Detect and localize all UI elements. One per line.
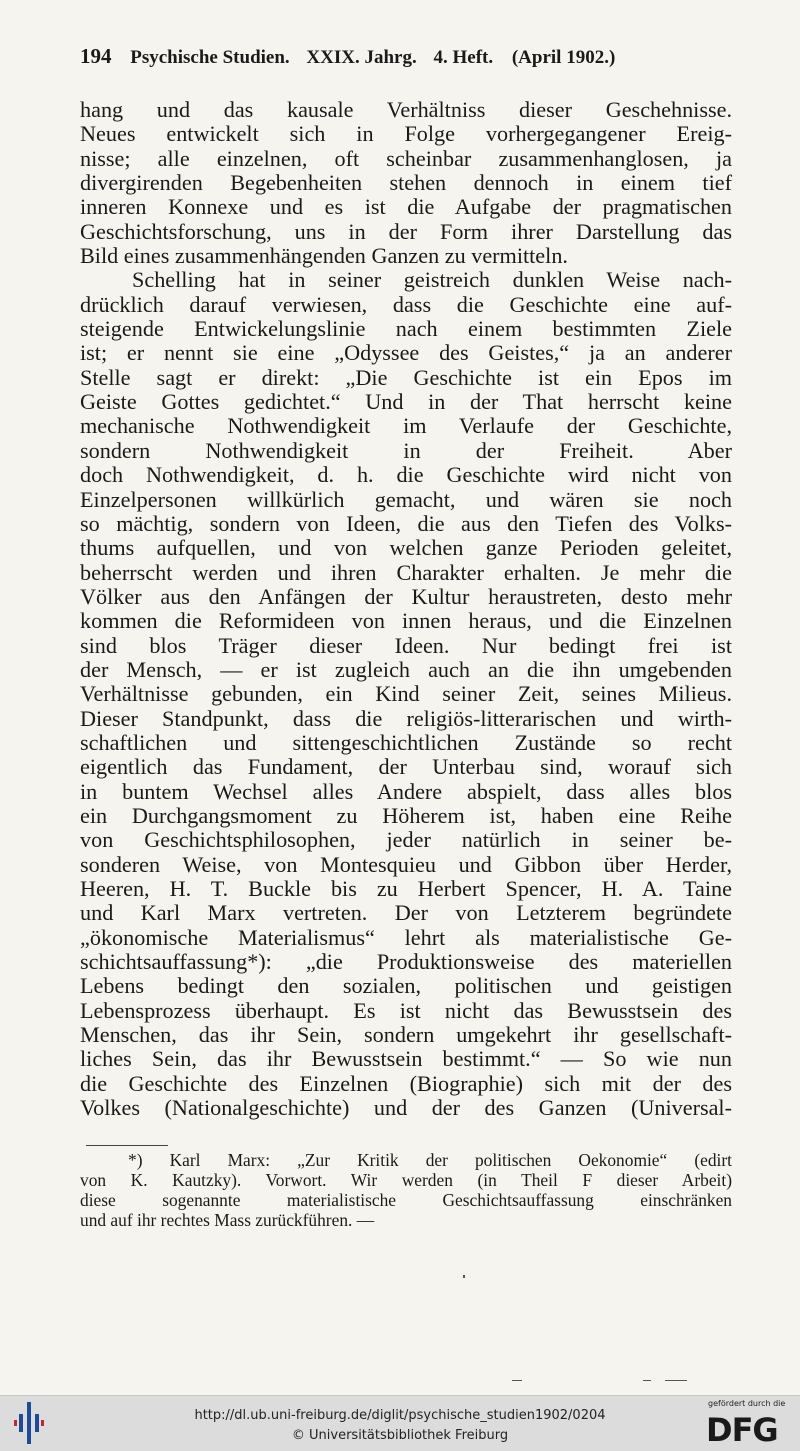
- text-line: sind blos Träger dieser Ideen. Nur bedingt frei ist: [80, 632, 732, 658]
- text-line: liches Sein, das ihr Bewusstsein bestimmt.“ — So wie nun: [80, 1046, 732, 1072]
- text-line: doch Nothwendigkeit, d. h. die Geschichte wird nicht von: [80, 462, 732, 488]
- body-text: [80, 98, 732, 1120]
- text-line: kommen die Reformideen von innen heraus, und die Einzelnen: [80, 608, 732, 634]
- text-line: inneren Konnexe und es ist die Aufgabe der pragmatischen: [80, 194, 732, 220]
- scan-speck: [512, 1380, 522, 1381]
- footnote-line: diese sogenannte materialistische Geschichtsauffassung einschränken: [80, 1190, 732, 1210]
- text-line: schichtsauffassung*): „die Produktionsweise des materiellen: [80, 949, 732, 975]
- text-line: Dieser Standpunkt, dass die religiös-litterarischen und wirth-: [80, 705, 732, 731]
- text-line: Bild eines zusammenhängenden Ganzen zu vermitteln.: [80, 243, 568, 269]
- text-line: ist; er nennt sie eine „Odyssee des Geistes,“ ja an anderer: [80, 340, 732, 366]
- dfg-funding-label: gefördert durch die: [708, 1399, 786, 1408]
- text-line: so mächtig, sondern von Ideen, die aus den Tiefen des Volks-: [80, 510, 732, 536]
- copyright-notice: © Universitätsbibliothek Freiburg: [291, 1428, 509, 1443]
- text-line: Verhältnisse gebunden, ein Kind seiner Zeit, seines Milieus.: [80, 681, 732, 707]
- text-line: divergirenden Begebenheiten stehen dennoch in einem tief: [80, 170, 732, 196]
- text-line: Einzelpersonen willkürlich gemacht, und wären sie noch: [80, 486, 732, 512]
- dfg-wordmark: DFG: [706, 1411, 778, 1449]
- text-line: Lebens bedingt den sozialen, politischen und geistigen: [80, 973, 732, 999]
- text-line: ein Durchgangsmoment zu Höherem ist, haben eine Reihe: [80, 802, 732, 828]
- text-line: „ökonomische Materialismus“ lehrt als materialistische Ge-: [80, 924, 732, 950]
- text-line: drücklich darauf verwiesen, dass die Geschichte eine auf-: [80, 291, 732, 317]
- text-line: schaftlichen und sittengeschichtlichen Zustände so recht: [80, 729, 732, 755]
- footnote-line: *) Karl Marx: „Zur Kritik der politischen Oekonomie“ (edirt: [128, 1150, 732, 1170]
- scan-speck: [463, 1275, 465, 1278]
- text-line: nisse; alle einzelnen, oft scheinbar zusammenhanglosen, ja: [80, 145, 732, 171]
- text-line: beherrscht werden und ihren Charakter erhalten. Je mehr die: [80, 559, 732, 585]
- text-line: die Geschichte des Einzelnen (Biographie) sich mit der des: [80, 1070, 732, 1096]
- journal-title: Psychische Studien.: [130, 47, 290, 68]
- scan-speck: [665, 1380, 687, 1381]
- page-number: 194: [80, 44, 112, 68]
- viewer-footer: [0, 1395, 800, 1451]
- issue-date: (April 1902.): [511, 47, 616, 68]
- text-line: und Karl Marx vertreten. Der von Letzterem begründete: [80, 900, 732, 926]
- text-line: von Geschichtsphilosophen, jeder natürlich in seiner be-: [80, 827, 732, 853]
- footnote-rule: [86, 1145, 168, 1146]
- text-line: Geschichtsforschung, uns in der Form ihrer Darstellung das: [80, 218, 732, 244]
- text-line: steigende Entwickelungslinie nach einem bestimmten Ziele: [80, 316, 732, 342]
- issue: 4. Heft.: [433, 47, 494, 68]
- scan-speck: [643, 1380, 651, 1381]
- text-line: Stelle sagt er direkt: „Die Geschichte ist ein Epos im: [80, 364, 732, 390]
- text-line: sondern Nothwendigkeit in der Freiheit. Aber: [80, 437, 732, 463]
- permalink-url[interactable]: http://dl.ub.uni-freiburg.de/diglit/psychische_studien1902/0204: [194, 1408, 606, 1423]
- dfg-logo[interactable]: [700, 1399, 798, 1447]
- footnote-line: und auf ihr rechtes Mass zurückführen. —: [80, 1210, 375, 1230]
- text-line: der Mensch, — er ist zugleich auch an die ihn umgebenden: [80, 656, 732, 682]
- footnote-line: von K. Kautzky). Vorwort. Wir werden (in Theil F dieser Arbeit): [80, 1170, 732, 1190]
- text-line: sonderen Weise, von Montesquieu und Gibbon über Herder,: [80, 851, 732, 877]
- text-line: mechanische Nothwendigkeit im Verlaufe der Geschichte,: [80, 413, 732, 439]
- text-line: Heeren, H. T. Buckle bis zu Herbert Spencer, H. A. Taine: [80, 876, 732, 901]
- text-line: Geiste Gottes gedichtet.“ Und in der That herrscht keine: [80, 389, 732, 415]
- text-line: Völker aus den Anfängen der Kultur heraustreten, desto mehr: [80, 583, 732, 609]
- volume: XXIX. Jahrg.: [306, 47, 417, 68]
- text-line: Volkes (Nationalgeschichte) und der des Ganzen (Universal-: [80, 1095, 732, 1121]
- text-line: in buntem Wechsel alles Andere abspielt, dass alles blos: [80, 778, 732, 804]
- text-line: Lebensprozess überhaupt. Es ist nicht das Bewusstsein des: [80, 997, 732, 1023]
- running-header: [80, 44, 720, 69]
- text-line: Schelling hat in seiner geistreich dunklen Weise nach-: [132, 267, 732, 293]
- text-line: hang und das kausale Verhältniss dieser Geschehnisse.: [80, 97, 732, 122]
- text-line: Menschen, das ihr Sein, sondern umgekehrt ihr gesellschaft-: [80, 1022, 732, 1048]
- text-line: eigentlich das Fundament, der Unterbau sind, worauf sich: [80, 754, 732, 780]
- text-line: Neues entwickelt sich in Folge vorhergegangener Ereig-: [80, 121, 732, 147]
- footnote: [80, 1150, 732, 1230]
- text-line: thums aufquellen, und von welchen ganze Perioden geleitet,: [80, 535, 732, 561]
